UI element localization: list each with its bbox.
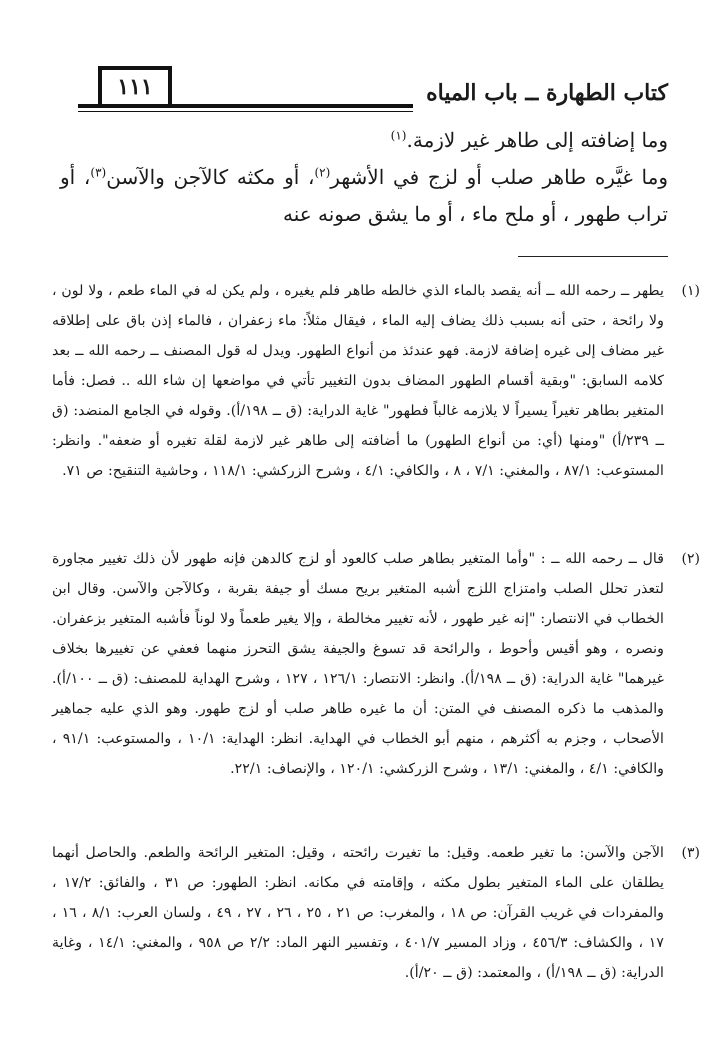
footnote-ref-2: (٢) xyxy=(314,165,331,180)
footnote xyxy=(52,838,700,1048)
main-line-2c-text: ، أو تراب طهور ، أو ملح ماء ، أو ما يشق صونه عنه xyxy=(60,165,668,226)
footnote xyxy=(52,544,700,838)
running-title: كتاب الطهارة ــ باب المياه xyxy=(426,80,668,106)
footnote-number: (١) xyxy=(681,283,700,299)
main-line-2b-text: ، أو مكثه كالآجن والآسن xyxy=(106,165,315,189)
main-line-1 xyxy=(60,122,668,159)
footnote-number: (٢) xyxy=(681,551,700,567)
footnote xyxy=(52,276,700,544)
footnote-text: يطهر ــ رحمه الله ــ أنه يقصد بالماء الذي خالطه طاهر فلم يغيره ، ولم يكن له في الماء طعم ، ولا لون ، ولا رائحة ، حتى أنه بسبب ذلك يضاف إليه الماء ، فيقال مثلاً: ماء زعفران ، فالماء إذن باق على إطلاقه غير مضاف إلى غيره إضافة لازمة. فهو عندئذ من أنواع الطهور. ويدل له قول المصنف ــ رحمه الله ــ بعد كلامه السابق: "وبقية أقسام الطهور المضاف بدون التغيير تأتي في مواضعها إن شاء الله .. فصل: فأما المتغير بطاهر تغيراً يسيراً لا يلازمه غالباً فطهور" غاية الدراية: (ق ــ ١٩٨/أ). وقوله في الجامع المنضد: (ق ــ ٢٣٩/أ) "ومنها (أي: من أنواع الطهور) ما أضافته إلى طاهر غير لازمة لقلة تغيره أو ضعفه". وانظر: المستوعب: ٨٧/١ ، والمغني: ٧/١ ، ٨ ، والكافي: ٤/١ ، وشرح الزركشي: ١١٨/١ ، وحاشية التنقيح: ص ٧١. xyxy=(52,283,665,479)
footnote-divider xyxy=(518,256,668,257)
footnote-ref-1: (١) xyxy=(390,128,407,143)
footnote-text: قال ــ رحمه الله ــ : "وأما المتغير بطاهر صلب كالعود أو لزج كالدهن فإنه طهور لأن ذلك تغيير مجاورة لتعذر تحلل الصلب وامتزاج اللزج أشبه المتغير بريح مسك أو جيفة بقربة ، وكالآجن والآسن. وقال ابن الخطاب في الانتصار: "إنه غير طهور ، لأنه تغيير مخالطة ، وإلا يغير طعماً ولا لوناً فأشبه المتغير بزعفران. ونصره ، وهو أقيس وأحوط ، والرائحة قد تسوغ والجيفة يشق التحرز منهما فعفي عن تغييرها بخلاف غيرهما" غاية الدراية: (ق ــ ١٩٨/أ). وانظر: الانتصار: ١٢٦/١ ، ١٢٧ ، وشرح الهداية للمصنف: (ق ــ ١٠٠/أ). والمذهب ما ذكره المصنف في المتن: أن ما غيره طاهر صلب أو لزج طهور. وهو الذي عليه جماهير الأصحاب ، وجزم به أكثرهم ، منهم أبو الخطاب في الهداية. انظر: الهداية: ١٠/١ ، والمستوعب: ٩١/١ ، والكافي: ٤/١ ، والمغني: ١٣/١ ، وشرح الزركشي: ١٢٠/١ ، والإنصاف: ٢٢/١. xyxy=(52,551,664,777)
footnote-text: الآجن والآسن: ما تغير طعمه. وقيل: ما تغيرت رائحته ، وقيل: المتغير الرائحة والطعم. والحاصل أنهما يطلقان على الماء المتغير بطول مكثه ، وإقامته في مكانه. انظر: الطهور: ص ٣١ ، والفائق: ١٧/٢ ، والمفردات في غريب القرآن: ص ١٨ ، والمغرب: ص ٢١ ، ٢٥ ، ٢٦ ، ٢٧ ، ٤٩ ، ولسان العرب: ٨/١ ، ١٦ ، ١٧ ، والكشاف: ٤٥٦/٣ ، وزاد المسير ٤٠١/٧ ، وتفسير النهر الماد: ٢/٢ ص ٩٥٨ ، والمغني: ١٤/١ ، وغاية الدراية: (ق ــ ١٩٨/أ) ، والمعتمد: (ق ــ ٢٠/أ). xyxy=(52,845,664,981)
main-text xyxy=(60,122,668,233)
footnotes xyxy=(52,276,700,1048)
main-line-1-text: وما إضافته إلى طاهر غير لازمة. xyxy=(406,128,668,152)
page-number: ١١١ xyxy=(98,66,172,108)
header-rule-thin xyxy=(78,111,413,112)
main-line-2 xyxy=(60,159,668,233)
footnote-number: (٣) xyxy=(681,845,700,861)
footnote-ref-3: (٣) xyxy=(90,165,107,180)
page-header xyxy=(78,66,668,114)
main-line-2a-text: وما غيَّره طاهر صلب أو لزج في الأشهر xyxy=(330,165,669,189)
